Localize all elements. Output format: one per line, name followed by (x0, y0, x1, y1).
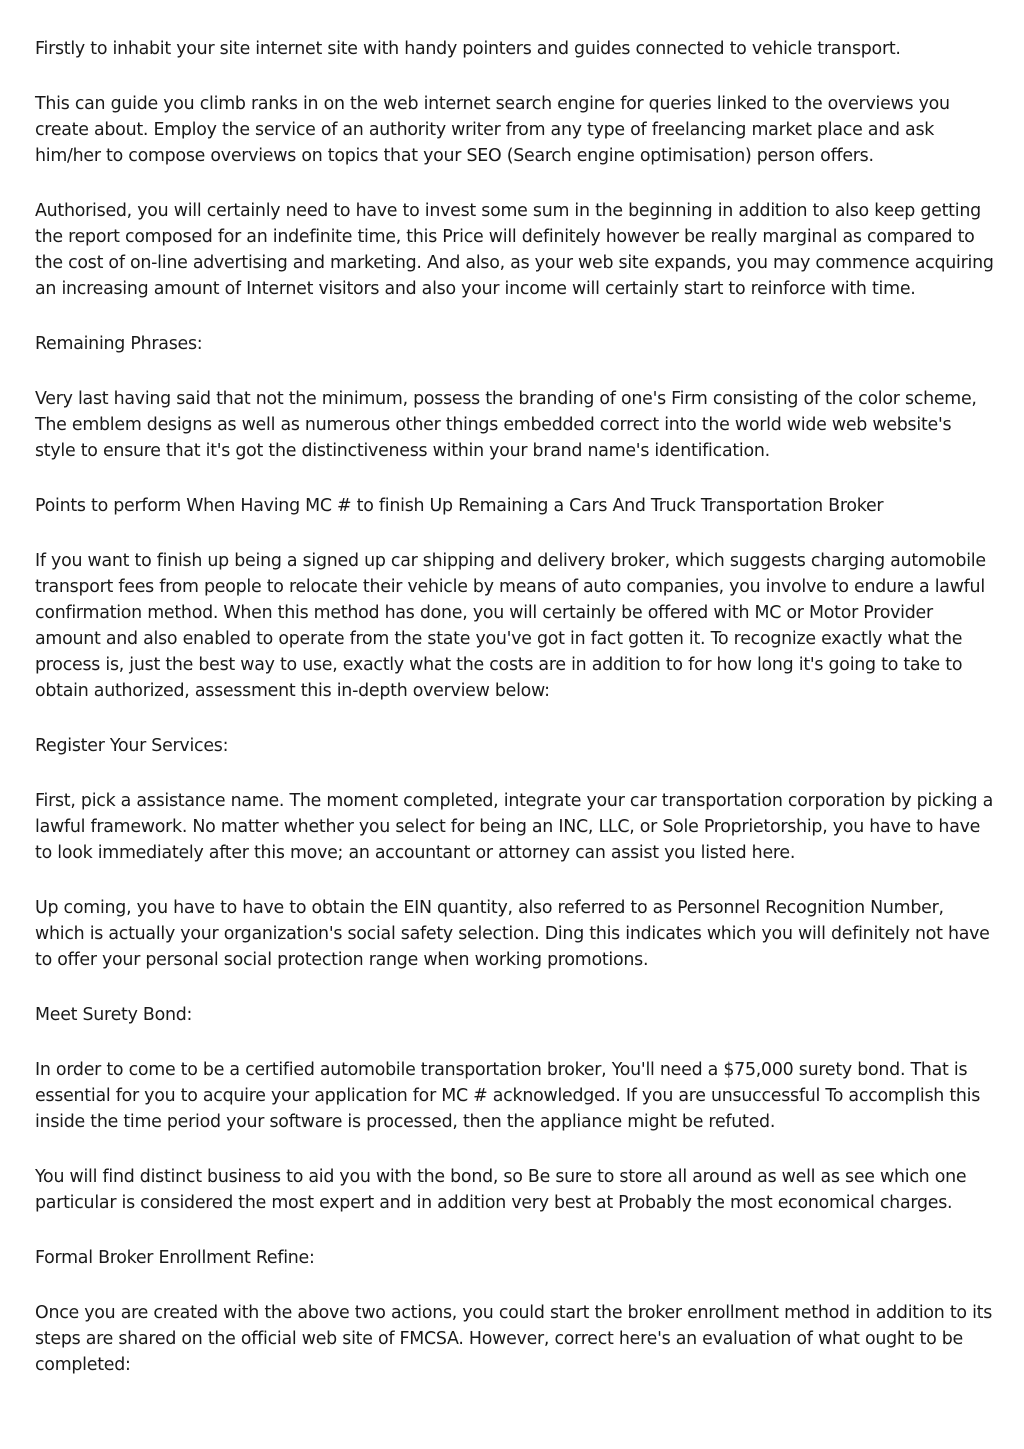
paragraph-investment: Authorised, you will certainly need to have to invest some sum in the beginning in addition to also keep getting the report composed for an indefinite time, this Price will definitely however be really marginal as compared to the cost of on-line advertising and marketing. And also, as your web site expands, you may commence acquiring an increasing amount of Internet visitors and also your income will certainly start to reinforce with time. (35, 201, 994, 299)
heading-surety-bond: Meet Surety Bond: (35, 1005, 193, 1025)
paragraph-bond-requirement: In order to come to be a certified automobile transportation broker, You'll need a $75,000 surety bond. That is essential for you to acquire your application for MC # acknowledged. If you are unsuccessful To accomplish this inside the time period your software is processed, then the appliance might be refuted. (35, 1060, 981, 1132)
paragraph-business-name: First, pick a assistance name. The moment completed, integrate your car transportation corporation by picking a lawful framework. No matter whether you select for being an INC, LLC, or Sole Proprietorship, you have to have to look immediately after this move; an accountant or attorney can assist you listed here. (35, 791, 993, 863)
paragraph-enrollment-steps: Once you are created with the above two actions, you could start the broker enrollment method in addition to its steps are shared on the official web site of FMCSA. However, correct here's an evaluation of what ought to be completed: (35, 1303, 993, 1375)
heading-remaining-phrases: Remaining Phrases: (35, 334, 203, 354)
heading-broker-enrollment: Formal Broker Enrollment Refine: (35, 1248, 315, 1268)
paragraph-seo-writer: This can guide you climb ranks in on the web internet search engine for queries linked to the overviews you create about. Employ the service of an authority writer from any type of freelancing market place and ask him/her to compose overviews on topics that your SEO (Search engine optimisation) person offers. (35, 94, 950, 166)
paragraph-intro: Firstly to inhabit your site internet site with handy pointers and guides connected to vehicle transport. (35, 39, 901, 59)
paragraph-bond-shopping: You will find distinct business to aid you with the bond, so Be sure to store all around as well as see which one particular is considered the most expert and in addition very best at Probably the most economical charges. (35, 1167, 967, 1213)
paragraph-branding: Very last having said that not the minimum, possess the branding of one's Firm consisting of the color scheme, The emblem designs as well as numerous other things embedded correct into the world wide web website's style to ensure that it's got the distinctiveness within your brand name's identification. (35, 389, 977, 461)
heading-points-to-perform: Points to perform When Having MC # to finish Up Remaining a Cars And Truck Transportation Broker (35, 496, 884, 516)
document-body (35, 36, 995, 1407)
paragraph-broker-overview: If you want to finish up being a signed up car shipping and delivery broker, which suggests charging automobile transport fees from people to relocate their vehicle by means of auto companies, you involve to endure a lawful confirmation method. When this method has done, you will certainly be offered with MC or Motor Provider amount and also enabled to operate from the state you've got in fact gotten it. To recognize exactly what the process is, just the best way to use, exactly what the costs are in addition to for how long it's going to take to obtain authorized, assessment this in-depth overview below: (35, 551, 986, 701)
paragraph-ein: Up coming, you have to have to obtain the EIN quantity, also referred to as Personnel Recognition Number, which is actually your organization's social safety selection. Ding this indicates which you will definitely not have to offer your personal social protection range when working promotions. (35, 898, 990, 970)
heading-register-services: Register Your Services: (35, 736, 229, 756)
